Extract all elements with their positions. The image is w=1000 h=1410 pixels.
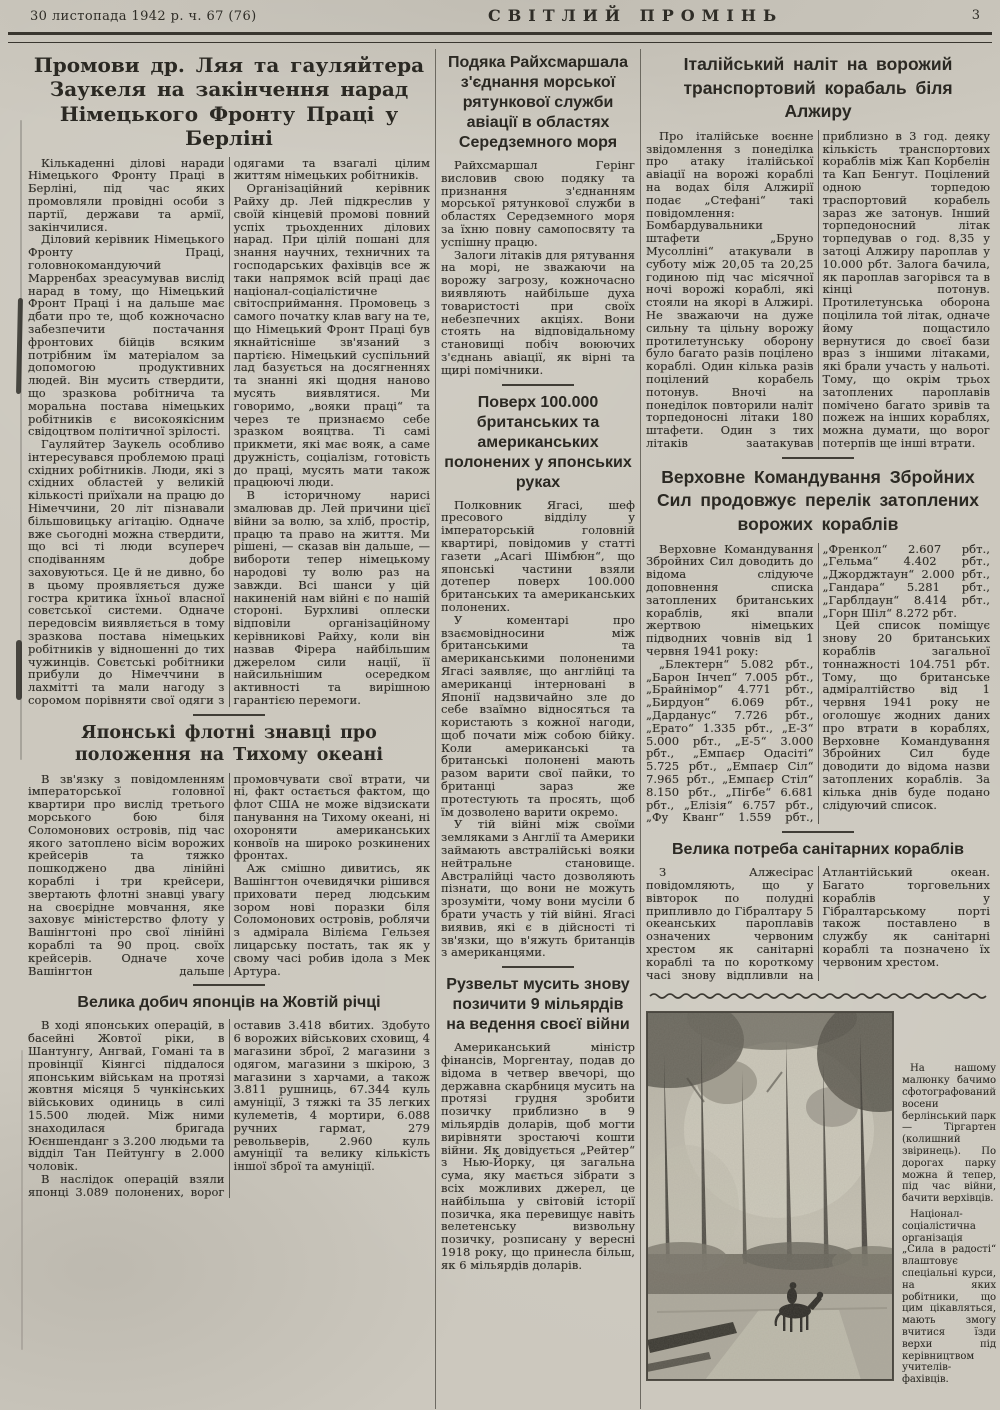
article-body-pacific <box>28 773 430 978</box>
paragraph: В зв'язку з повідомленням імператорської головної квартири про вислід третього морського бою біля Соломонових островів, під час якого затоплено вісім ворожих крейсерів та тяжко пошкоджено два лінійні кораблі і три крейсери, звертають флотні знавці увагу на своєрідне мовчання, яке заховує міністерство флоту у Вашінгтоні про свої лінійні кораблі та 90 проц. своїх крейсерів. Одначе хоче Вашінгтон дальше промовчувати свої втрати, чи ні, факт остається фактом, що флот США не може відзискати панування на Тихому океані, ні охороняти американських конвоїв на широко розкинених фронтах. <box>28 771 430 978</box>
article-lei-speeches <box>28 53 430 707</box>
paragraph: Організаційний керівник Райху др. Лей підкреслив у своїй кінцевій промові повний успіх трьохденних ділових нарад. При цілій пошані для знання научних, техничних та господарських фахівців все ж таки напрямок всій праці дає націонал-соціалістичне світосприймання. Промовець з самого початку клав вагу на те, що Німецький Фронт Праці був якнайтісніше зв'язаний з партією. Німецький суспільний лад базується на досягненнях та знанні які щодня наново мусять виявлятися. Ми говоримо, „вояки праці“ та через те признаємо себе зразком вояцтва. Ті самі прикмети, які має вояк, а саме дружність, соціалізм, готовість до праці, мусять мати також працюючі люди. <box>233 181 430 490</box>
paragraph: Райхсмаршал Герінг висловив свою подяку та признання з'єднанням морської рятункової служби в областях Середземного моря за їхню повну самопосвяту та успішну працю. <box>441 158 635 249</box>
article-headline-lei: Промови др. Ляя та гауляйтера Заукеля на закінчення нарад Німецького Фронту Праці у Берліні <box>33 53 425 151</box>
article-body-prisoners <box>441 499 635 960</box>
section-divider <box>502 384 574 386</box>
article-body-sunk-ships <box>646 543 990 825</box>
photo-caption <box>902 1011 996 1390</box>
right-column <box>646 49 997 1409</box>
article-headline-hospital-ships: Велика потреба санітарних кораблів <box>672 841 964 859</box>
article-headline-sunk-ships: Верховне Командування Збройних Сил продовжує перелік затоплених ворожих кораблів <box>657 466 979 535</box>
article-hospital-ships <box>646 840 990 981</box>
paragraph: Залоги літаків для рятування на морі, не зважаючи на ворожу загрозу, кожночасно виявляють найбільше духа товаристості при своїх небезпечних акціях. Вони стоять на відповідальному становищі побіч воюючих з'єднань авіації, як вірні та щирі помічники. <box>441 247 635 377</box>
masthead <box>0 0 1000 30</box>
section-divider <box>193 714 265 716</box>
article-body-gratitude <box>441 159 635 377</box>
section-divider <box>782 457 854 459</box>
article-headline-yellow-river: Велика добич японців на Жовтій річці <box>77 994 381 1012</box>
section-divider <box>193 984 265 986</box>
column-rule <box>435 49 436 1409</box>
paragraph: У тій війні між своїми земляками з Англії та Америки займають австралійські вояки нейтральне становище. Австралійці часто дозволяють пізнати, що вони не можуть зрозуміти, чому вони мусіли б брати участь у тій війні. Ягасі виявив, які є в дійсності ті зв'язки, що в'яжуть британців з американцями. <box>441 817 635 960</box>
paragraph: Аж смішно дивитись, як Вашінгтон очевидячки рішився приховати перед людським зором нові поразки біля Соломонових островів, роблячи з адмірала Вілієма Гельзея лицарську постать, так як у свому часі робив ідола з Мек Артура. <box>233 861 430 978</box>
article-sunk-ships <box>646 466 990 824</box>
article-pacific-fleet <box>28 723 430 978</box>
paragraph: Цей список поміщує знову 20 британських кораблів загальної тоннажності 104.751 рбт. Тому, що британське адміралтійство від 1 червня 1941 року не оголошує жодних даних про втрати в кораблях, Верховне Командування Збройних Сил буде доводити до відома назви затоплених кораблів. За кілька днів буде подано слідуючий список. <box>822 618 990 812</box>
issue-date: 30 листопада 1942 р. ч. 67 (76) <box>30 9 257 24</box>
article-body-algiers <box>646 130 990 450</box>
paragraph: У коментарі про взаємовідносини між британськими та американськими полоненими Ягасі заявляє, що англійці та американці інтерновані в Японії надзвичайно зле до себе взаїмно відносяться та користають з кожної нагоди, щоб почати між собою бійку. Коли американські та британські полонені мають разом варити свої пайки, то британці зараз же протестують та просять, щоб їм дозволено варити окремо. <box>441 612 635 819</box>
article-body-roosevelt <box>441 1041 635 1271</box>
middle-column <box>441 49 635 1409</box>
paragraph: Полковник Ягасі, шеф пресового відділу у імператорській головній квартирі, повідомив у статті газети „Асагі Шімбюн“, що японські частини взяли дотепер поверх 100.000 британських та американських полонених. <box>441 497 635 614</box>
newspaper-title: СВІТЛИЙ ПРОМІНЬ <box>488 6 784 25</box>
left-column <box>28 49 430 1409</box>
article-body-lei <box>28 157 430 707</box>
article-body-hospital-ships <box>646 866 990 981</box>
article-goering-gratitude <box>441 53 635 377</box>
paragraph: В історичному нарисі змалював др. Лей причини цієї війни за волю, за хліб, простір, працю та право на життя. Ми рішені, — сказав він дальше, — вибороти тепер німецькому народові ту волю раз на завжди. Всі шанси у цій накиненій нам війні є по нашій стороні. Бурхливі оплески відповіли організаційному керівникові Райху, коли він назвав Фірера найбільшим джерелом сили нації, її найсильнішим осередком активності та вирішною гарантією перемоги. <box>233 488 430 708</box>
article-headline-prisoners: Поверх 100.000 британських та американських полонених у японських руках <box>444 393 632 491</box>
paragraph: Про італійське воєнне звідомлення з понеділка про атаку італійської авіації на ворожі кораблі на водах біля Алжирії подає „Стефані“ такі повідомлення: Бомбардувальники штафети „Бруно Мусолліні“ атакували в суботу між 20,05 та 20,25 годиною під час місячної ночі ворожі кораблі, які стояли на якорі в Алжирі. Не зважаючи на дуже сильну та цільну ворожу протилетунську оборону було багато разів поцілено кораблі. Один кілька разів поцілений корабель потонув. Вночі на понеділок повторили наліт торпедоносні літаки 180 штафети. Один з тих літаків заатакував приблизно в 3 год. деяку кількість транспортових кораблів між Кап Корбелін та Кап Бенгут. Поцілений одною торпедою траспортовий корабель зараз же затонув. Інший торпедоносний літак торпедував о год. 8,35 у затоці Алжиру пароплав у 10.000 рбт. Залога бачила, як пароплав загорівся та в кінці потонув. Протилетунська оборона поцілила той літак, одначе йому пощастило вернутися до своєї бази враз з іншими літаками, які брали участь у нальоті. Тому, що окрім трьох затоплених пароплавів помічено багато зривів та пожеж на інших кораблях, можна думати, що ворог потерпів ще інші втрати. <box>646 128 990 450</box>
park-photo <box>646 1011 894 1381</box>
paragraph: Діловий керівник Німецького Фронту Праці, головнокомандуючий Марренбах зреасумував вислід нарад в тому, що Німецький Фронт Праці і на дальше має дбати про те, щоб кожночасно забезпечити постачання фронтових бійців всяким потрібним їм матеріалом за допомогою продуктивних людей. Він мусить ствердити, що зразкова робітнича та моральна постава німецьких робітників є високоякісним свідоцтвом політичної зрілості. <box>28 232 225 439</box>
wavy-divider <box>648 991 988 1001</box>
article-headline-algiers: Італійський наліт на ворожий транспортовий корабаль біля Алжиру <box>683 54 953 122</box>
section-divider <box>782 831 854 833</box>
scan-artifact <box>20 120 22 760</box>
article-headline-roosevelt: Рузвельт мусить знову позичити 9 мільярдів на ведення своєї війни <box>446 976 630 1034</box>
caption-paragraph: На нашому малюнку бачимо сфотографований восени берлінський парк — Тіргартен (колишний звіринець). По дорогах парку можна й тепер, під час війни, бачити верхівців. <box>902 1063 997 1205</box>
paragraph: Верховне Командування Збройних Сил доводить до відома слідуюче доповнення списка затоплених британських кораблів, які впали жертвою німецьких підводних човнів від 1 червня 1941 року: <box>646 541 814 659</box>
article-body-yellow-river <box>28 1019 430 1198</box>
masthead-rule <box>8 32 992 43</box>
paragraph ship-list: „Блектерн“ 5.082 рбт., „Барон Інчеп“ 7.005 рбт., „Брайнімор“ 4.771 рбт., „Бирдуон“ 6.069 рбт., „Дарданус“ 7.726 рбт., „Ерато“ 1.335 рбт., „Е-3“ 5.000 рбт., „Е-5“ 3.000 рбт., „Емпаєр Одасіті“ 5.725 рбт., „Емпаєр Сіл“ 7.965 рбт., „Емпаєр Стіл“ 8.150 рбт., „Пігбе“ 6.681 рбт., „Елізія“ 6.757 рбт., „Фу Кванг“ 1.559 рбт., „Френкол“ 2.607 рбт., „Гельма“ 4.402 рбт., „Джорджтаун“ 2.000 рбт., „Гандара“ 5.281 рбт., „Гарблдаун“ 8.414 рбт., „Горн Шіл“ 8.272 рбт. <box>646 541 990 825</box>
article-headline-gratitude: Подяка Райхсмаршала з'єднання морської рятункової служби авіації в областях Середземного моря <box>447 54 629 151</box>
paragraph: З Алжесірас повідомляють, що у вівторок по полудні припливло до Гібралтару 5 океанських пароплавів означених червоним хрестом як санітарні кораблі та по короткому часі знову відпливли на Атлантійський океан. Багато торговельних кораблів у Гібралтарському порті також поставлено в службу як санітарні кораблі та позначено їх червоним хрестом. <box>646 865 990 982</box>
page-number: 3 <box>971 8 980 23</box>
article-prisoners <box>441 393 635 960</box>
paragraph: Кількаденні ділові наради Німецького Фронту Праці в Берліні, під час яких промовляли провідні особи з партії, держави та армії, закінчилися. <box>28 155 225 234</box>
section-divider <box>502 966 574 968</box>
paragraph: В ході японських операцій, в басейні Жовтої ріки, в Шантунгу, Ангвай, Гомані та в провінції Кіянгсі піддалося японським військам на протязі жовтня місяця 5 чункінських військових одиниць в силі 15.500 людей. Між ними знаходилася бригада Юєншенданг з 3.200 людьми та відділ Тан Пейтунгу в 2.000 чоловік. <box>28 1018 225 1174</box>
article-algiers-raid <box>646 53 990 450</box>
page-content <box>0 43 1000 1409</box>
caption-paragraph: Націонал-соціалістична організація „Сила в радості“ влаштовує спеціальні курси, на яких робітники, що цим цікавляться, мають змогу вчитися їзди верхи під керівництвом учителів-фахівців. <box>902 1208 997 1386</box>
scan-artifact <box>21 1050 23 1350</box>
paragraph: Американський міністр фінансів, Моргентау, подав до відома в четвер ввечорі, що державна скарбниця мусить на протязі грудня зробити позичку приблизно в 9 мільярдів доларів, щоб могти вирівняти зростаючі кошти війни. Як довідується „Рейтер“ з Нью-Йорку, ця загальна сума, яку мається зібрати з всіх можливих джерел, це найбільша у світовій історії позичка, яка перевищує навіть велетенську визвольну позичку, розписану у вересні 1918 року, що принесла більш, як 6 мільярдів доларів. <box>441 1040 635 1272</box>
photo-block <box>646 1011 997 1390</box>
column-rule <box>640 49 641 1409</box>
paragraph: Гауляйтер Заукель особливо інтересувався проблемою праці східних робітників. Люди, які з східних областей у великій кількості приїхали на працю до Німеччини, 20 літ пізнавали більшовицьку агітацію. Одначе вже сьогодні можна ствердити, що всі ті люди всупереч сподіванням добре заховуються. Це й не дивно, бо в цьому проявляється дуже гостра критика їхньої власної совєтської системи. Одначе передовсім виявляється в тому зразкова постава німецьких робітників у відношенні до тих чужинців. Совєтські робітники прибули до Німеччини в лахмітті та мали нагоду з соромом порівняти свої одяги з одягами та взагалі цілим життям німецьких робітників. <box>28 155 430 708</box>
article-roosevelt-loan <box>441 975 635 1271</box>
article-headline-pacific: Японські флотні знавці про положення на Тихому океані <box>74 722 384 765</box>
paragraph: В наслідок операцій взяли японці 3.089 полонених, ворог оставив 3.418 вбитих. Здобуто 6 ворожих військових сховищ, 4 магазини зброї, 2 магазини з одягом, магазини з шкірою, 3 магазини з харчами, а також 3.811 рушниць, 67.344 куль амуніції, 3 тяжкі та 35 легких кулеметів, 4 мортири, 6.088 ручних гармат, 279 револьверів, 2.960 куль амуніції та велику кількість іншої зброї та амуніції. <box>28 1018 430 1199</box>
article-yellow-river <box>28 993 430 1198</box>
